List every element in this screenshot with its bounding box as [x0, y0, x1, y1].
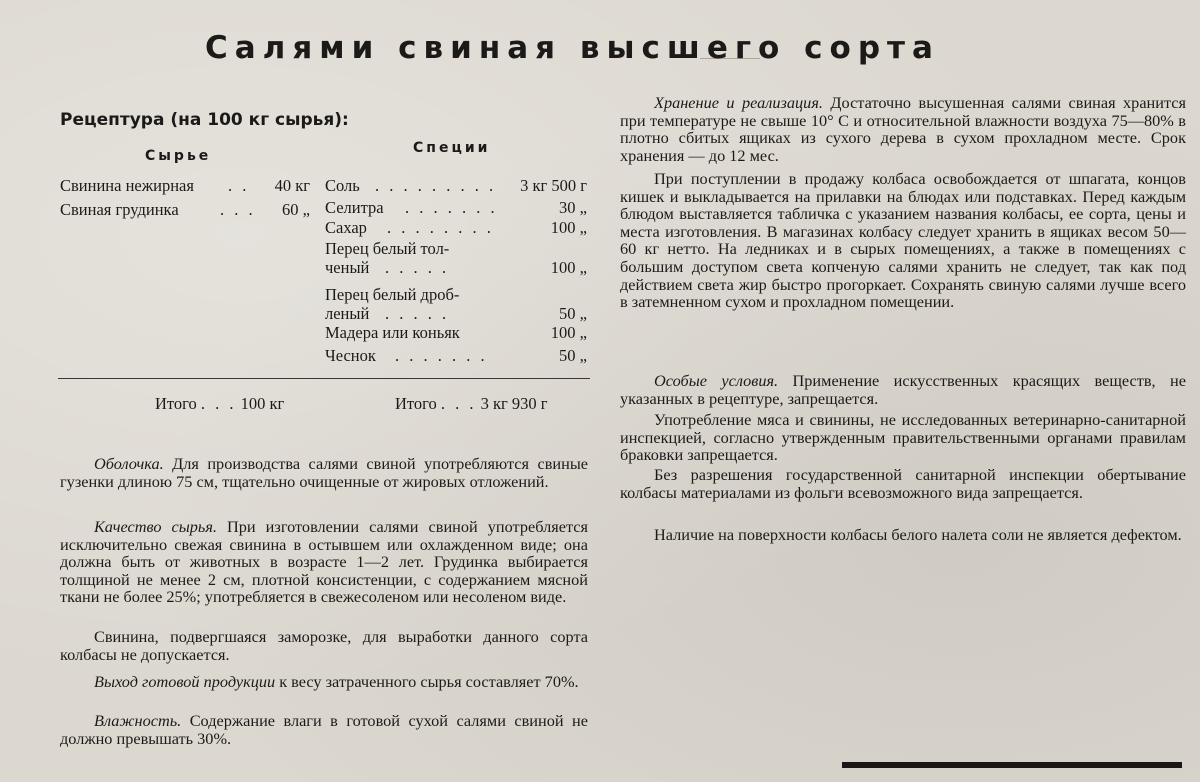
- leader-dots: . . . . .: [385, 258, 450, 277]
- paragraph-text: Содержание влаги в готовой сухой салями свиной не должно превышать 30%.: [60, 711, 588, 748]
- spice-value: 30 „: [559, 198, 587, 217]
- paragraph-lead: Оболочка.: [94, 454, 164, 473]
- paragraph-vet-inspection: [620, 411, 1186, 464]
- spice-name: Перец белый тол-: [325, 239, 450, 258]
- paragraph-salt-coating: [620, 526, 1186, 544]
- paragraph-text: Употребление мяса и свинины, не исследованных ветеринарно-санитарной инспекцией, согласно утвержденным правительственными органами правилам браковки запрещается.: [620, 410, 1186, 465]
- spice-name-cont: леный: [325, 304, 370, 323]
- paragraph-text: Без разрешения государственной санитарной инспекции обертывание колбасы материалами из фольги всевозможного вида запрещается.: [620, 465, 1186, 502]
- raw-name: Свинина нежирная: [60, 176, 194, 195]
- leader-dots: . . .: [440, 394, 477, 413]
- paragraph-text: При поступлении в продажу колбаса освобождается от шпагата, концов кишек и выкладывается на прилавки на блюдах или подставках. Перед каждым блюдом выставляется табличка с указанием названия колбасы, ее сорта, цены и места изготовления. В магазинах колбасу следует хранить в ящиках весом 50—60 кг нетто. На ледниках и в сырых помещениях, а также в помещениях с большим доступом света копченую салями хранить не следует, так как под действием света жир быстро прогоркает. Сохранять свиную салями лучше всего в затемненном сухом и прохладном помещении.: [620, 169, 1186, 312]
- spice-value: 3 кг 500 г: [520, 176, 587, 195]
- total-label: Итого: [395, 394, 437, 413]
- leader-dots: . . . . . . .: [405, 198, 498, 217]
- total-value: 100 кг: [240, 394, 285, 413]
- paragraph-lead: Влажность.: [94, 711, 182, 730]
- paragraph-text: к весу затраченного сырья составляет 70%.: [275, 672, 579, 691]
- spices-header: Специи: [413, 140, 491, 156]
- page-title: Салями свиная высшего сорта: [205, 30, 940, 66]
- leader-dots: . . .: [200, 394, 237, 413]
- spice-value: 50 „: [559, 346, 587, 365]
- paragraph-text: Для производства салями свиной употребляются свиные гузенки длиною 75 см, тщательно очищенные от жировых отложений.: [60, 454, 588, 491]
- paragraph-text: Наличие на поверхности колбасы белого налета соли не является дефектом.: [654, 525, 1182, 544]
- spice-row-garlic: [325, 346, 587, 368]
- paragraph-special-conditions: [620, 372, 1186, 407]
- spice-value: 100 „: [550, 258, 587, 277]
- raw-name: Свиная грудинка: [60, 200, 179, 219]
- paragraph-foil-wrapping: [620, 466, 1186, 501]
- paragraph-text: Достаточно высушенная салями свиная хранится при температуре не свыше 10° С и относительной влажности воздуха 75—80% в плотно сбитых ящиках из сухого дерева в сухом прохладном месте. Срок хранения — до 12 мес.: [620, 93, 1187, 165]
- paragraph-text: Свинина, подвергшаяся заморозке, для выработки данного сорта колбасы не допускается.: [60, 627, 588, 664]
- spice-row-saltpeter: [325, 198, 587, 220]
- spice-row-salt: [325, 176, 587, 198]
- spice-name: Перец белый дроб-: [325, 285, 460, 304]
- raw-materials-header: Сырье: [145, 148, 212, 164]
- paragraph-lead: Особые условия.: [654, 371, 779, 390]
- paragraph-yield: [60, 673, 588, 691]
- raw-value: 40 кг: [274, 176, 310, 195]
- raw-value: 60 „: [282, 200, 310, 219]
- paragraph-storage: [620, 94, 1186, 164]
- leader-dots: . . . . . . . .: [387, 218, 494, 237]
- paragraph-lead: Качество сырья.: [94, 517, 217, 536]
- spice-row-sugar: [325, 218, 587, 240]
- spice-total: [395, 394, 548, 414]
- paragraph-text: При изготовлении салями свиной употребляется исключительно свежая свинина в остывшем или охлажденном виде; она должна быть от животных в возрасте 1—2 лет. Грудинка выбирается толщиной не менее 2 см, плотной консистенции, с содержанием мясной ткани не более 25%; употребляется в свежесоленом или несоленом виде.: [60, 517, 588, 607]
- raw-row-brisket: [60, 200, 310, 222]
- paragraph-moisture: [60, 712, 588, 747]
- total-label: Итого: [155, 394, 197, 413]
- paragraph-raw-quality: [60, 518, 588, 606]
- spice-value: 100 „: [550, 218, 587, 237]
- leader-dots: . . . . . . . . .: [375, 176, 497, 195]
- paragraph-text: Применение искусственных красящих веществ, не указанных в рецептуре, запрещается.: [620, 371, 1186, 408]
- paragraph-lead: Выход готовой продукции: [94, 672, 276, 691]
- leader-dots: . . . . .: [385, 304, 450, 323]
- paragraph-lead: Хранение и реализация.: [654, 93, 823, 112]
- table-divider: [58, 378, 590, 379]
- spice-row-white-pepper-ground: [325, 239, 587, 281]
- paragraph-casing: [60, 455, 588, 490]
- spice-name: Селитра: [325, 198, 384, 217]
- leader-dots: . .: [228, 176, 250, 195]
- leader-dots: . . .: [220, 200, 256, 219]
- spice-name: Соль: [325, 176, 360, 195]
- spice-row-madeira: [325, 323, 587, 345]
- spice-name: Мадера или коньяк: [325, 323, 460, 342]
- recipe-heading: Рецептура (на 100 кг сырья):: [60, 110, 349, 130]
- spice-name: Сахар: [325, 218, 367, 237]
- spice-name-cont: ченый: [325, 258, 370, 277]
- spice-name: Чеснок: [325, 346, 376, 365]
- spice-value: 50 „: [559, 304, 587, 323]
- spice-row-white-pepper-crushed: [325, 285, 587, 327]
- paragraph-sale: [620, 170, 1186, 311]
- raw-total: [155, 394, 284, 414]
- page-footer-bar: [842, 762, 1182, 768]
- leader-dots: . . . . . . .: [395, 346, 488, 365]
- raw-row-pork: [60, 176, 310, 198]
- total-value: 3 кг 930 г: [480, 394, 548, 413]
- paragraph-frozen-pork: [60, 628, 588, 663]
- spice-value: 100 „: [550, 323, 587, 342]
